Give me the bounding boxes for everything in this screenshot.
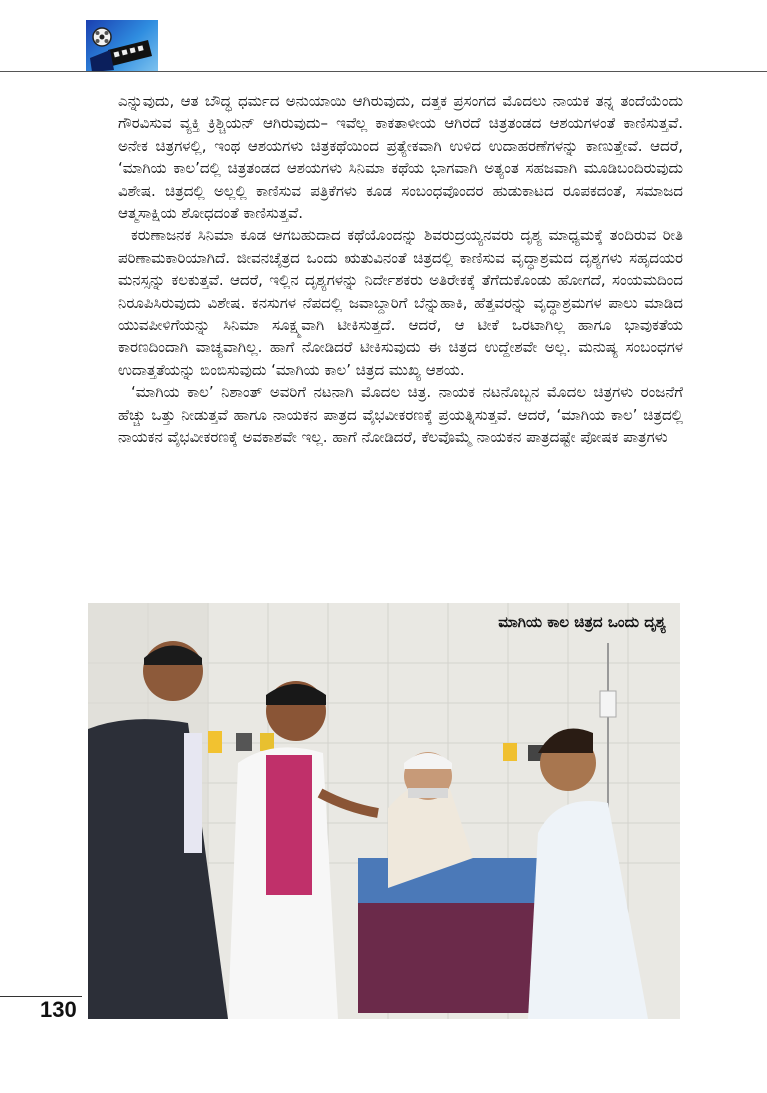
hospital-scene-illustration	[88, 603, 680, 1019]
page-number: 130	[40, 997, 77, 1022]
article-paragraph-3: ‘ಮಾಗಿಯ ಕಾಲ’ ನಿಶಾಂತ್ ಅವರಿಗೆ ನಟನಾಗಿ ಮೊದಲ ಚಿತ್ರ. ನಾಯಕ ನಟನೊಬ್ಬನ ಮೊದಲ ಚಿತ್ರಗಳು ರಂಜನೆಗೆ ಹೆಚ್ಚು ಒತ್ತು ನೀಡುತ್ತವೆ ಹಾಗೂ ನಾಯಕನ ಪಾತ್ರದ ವೈಭವೀಕರಣಕ್ಕೆ ಪ್ರಯತ್ನಿಸುತ್ತವೆ. ಆದರೆ, ‘ಮಾಗಿಯ ಕಾಲ’ ಚಿತ್ರದಲ್ಲಿ ನಾಯಕನ ವೈಭವೀಕರಣಕ್ಕೆ ಅವಕಾಶವೇ ಇಲ್ಲ. ಹಾಗೆ ನೋಡಿದರೆ, ಕೆಲವೊಮ್ಮೆ ನಾಯಕನ ಪಾತ್ರದಷ್ಟೇ ಪೋಷಕ ಪಾತ್ರಗಳು	[118, 383, 683, 447]
film-still-photo	[88, 603, 680, 1019]
article-paragraph-2: ಕರುಣಾಜನಕ ಸಿನಿಮಾ ಕೂಡ ಆಗಬಹುದಾದ ಕಥೆಯೊಂದನ್ನು ಶಿವರುದ್ರಯ್ಯನವರು ದೃಶ್ಯ ಮಾಧ್ಯಮಕ್ಕೆ ತಂದಿರುವ ರೀತಿ ಪರಿಣಾಮಕಾರಿಯಾಗಿದೆ. ಜೀವನಚೈತ್ರದ ಒಂದು ಋತುವಿನಂತೆ ಚಿತ್ರದಲ್ಲಿ ಕಾಣಿಸುವ ವೃದ್ಧಾಶ್ರಮದ ದೃಶ್ಯಗಳು ಸಹೃದಯರ ಮನಸ್ಸನ್ನು ಕಲಕುತ್ತವೆ. ಆದರೆ, ಇಲ್ಲಿನ ದೃಶ್ಯಗಳನ್ನು ನಿರ್ದೇಶಕರು ಅತಿರೇಕಕ್ಕೆ ತೆಗೆದುಕೊಂಡು ಹೋಗದೆ, ಸಂಯಮದಿಂದ ನಿರೂಪಿಸಿರುವುದು ವಿಶೇಷ. ಕನಸುಗಳ ನೆಪದಲ್ಲಿ ಜವಾಬ್ದಾರಿಗೆ ಬೆನ್ನುಹಾಕಿ, ಹೆತ್ತವರನ್ನು ವೃದ್ಧಾಶ್ರಮಗಳ ಪಾಲು ಮಾಡಿದ ಯುವಪೀಳಿಗೆಯನ್ನು ಸಿನಿಮಾ ಸೂಕ್ಷ್ಮವಾಗಿ ಟೀಕಿಸುತ್ತದೆ. ಆದರೆ, ಆ ಟೀಕೆ ಒರಟಾಗಿಲ್ಲ ಹಾಗೂ ಭಾವುಕತೆಯ ಕಾರಣದಿಂದಾಗಿ ವಾಚ್ಯವಾಗಿಲ್ಲ. ಹಾಗೆ ನೋಡಿದರೆ ಟೀಕಿಸುವುದು ಈ ಚಿತ್ರದ ಉದ್ದೇಶವೇ ಅಲ್ಲ. ಮನುಷ್ಯ ಸಂಬಂಧಗಳ ಉದಾತ್ತತೆಯನ್ನು ಬಿಂಬಿಸುವುದು ‘ಮಾಗಿಯ ಕಾಲ’ ಚಿತ್ರದ ಮುಖ್ಯ ಆಶಯ.	[118, 226, 683, 379]
article-body	[118, 90, 683, 449]
film-reel-camera-icon	[86, 20, 158, 72]
photo-caption: ಮಾಗಿಯ ಕಾಲ ಚಿತ್ರದ ಒಂದು ದೃಶ್ಯ	[498, 613, 666, 631]
header-rule	[0, 71, 767, 72]
article-paragraph-1: ಎನ್ನುವುದು, ಆತ ಬೌದ್ಧ ಧರ್ಮದ ಅನುಯಾಯಿ ಆಗಿರುವುದು, ದತ್ತಕ ಪ್ರಸಂಗದ ಮೊದಲು ನಾಯಕ ತನ್ನ ತಂದೆಯೆಂದು ಗೌರವಿಸುವ ವ್ಯಕ್ತಿ ಕ್ರಿಶ್ಚಿಯನ್ ಆಗಿರುವುದು– ಇವೆಲ್ಲ ಕಾಕತಾಳೀಯ ಆಗಿರದೆ ಚಿತ್ರತಂಡದ ಆಶಯಗಳಂತೆ ಕಾಣಿಸುತ್ತವೆ. ಅನೇಕ ಚಿತ್ರಗಳಲ್ಲಿ, ಇಂಥ ಆಶಯಗಳು ಚಿತ್ರಕಥೆಯಿಂದ ಪ್ರತ್ಯೇಕವಾಗಿ ಉಳಿದ ಉದಾಹರಣೆಗಳನ್ನು ಕಾಣುತ್ತೇವೆ. ಆದರೆ, ‘ಮಾಗಿಯ ಕಾಲ’ದಲ್ಲಿ ಚಿತ್ರತಂಡದ ಆಶಯಗಳು ಸಿನಿಮಾ ಕಥೆಯ ಭಾಗವಾಗಿ ಅತ್ಯಂತ ಸಹಜವಾಗಿ ಮೂಡಿಬಂದಿರುವುದು ವಿಶೇಷ. ಚಿತ್ರದಲ್ಲಿ ಅಲ್ಲಲ್ಲಿ ಕಾಣಿಸುವ ಪತ್ರಿಕೆಗಳು ಕೂಡ ಸಂಬಂಧವೊಂದರ ಹುಡುಕಾಟದ ರೂಪಕದಂತೆ, ಸಮಾಜದ ಆತ್ಮಸಾಕ್ಷಿಯ ಶೋಧದಂತೆ ಕಾಣಿಸುತ್ತವೆ.	[118, 92, 683, 223]
